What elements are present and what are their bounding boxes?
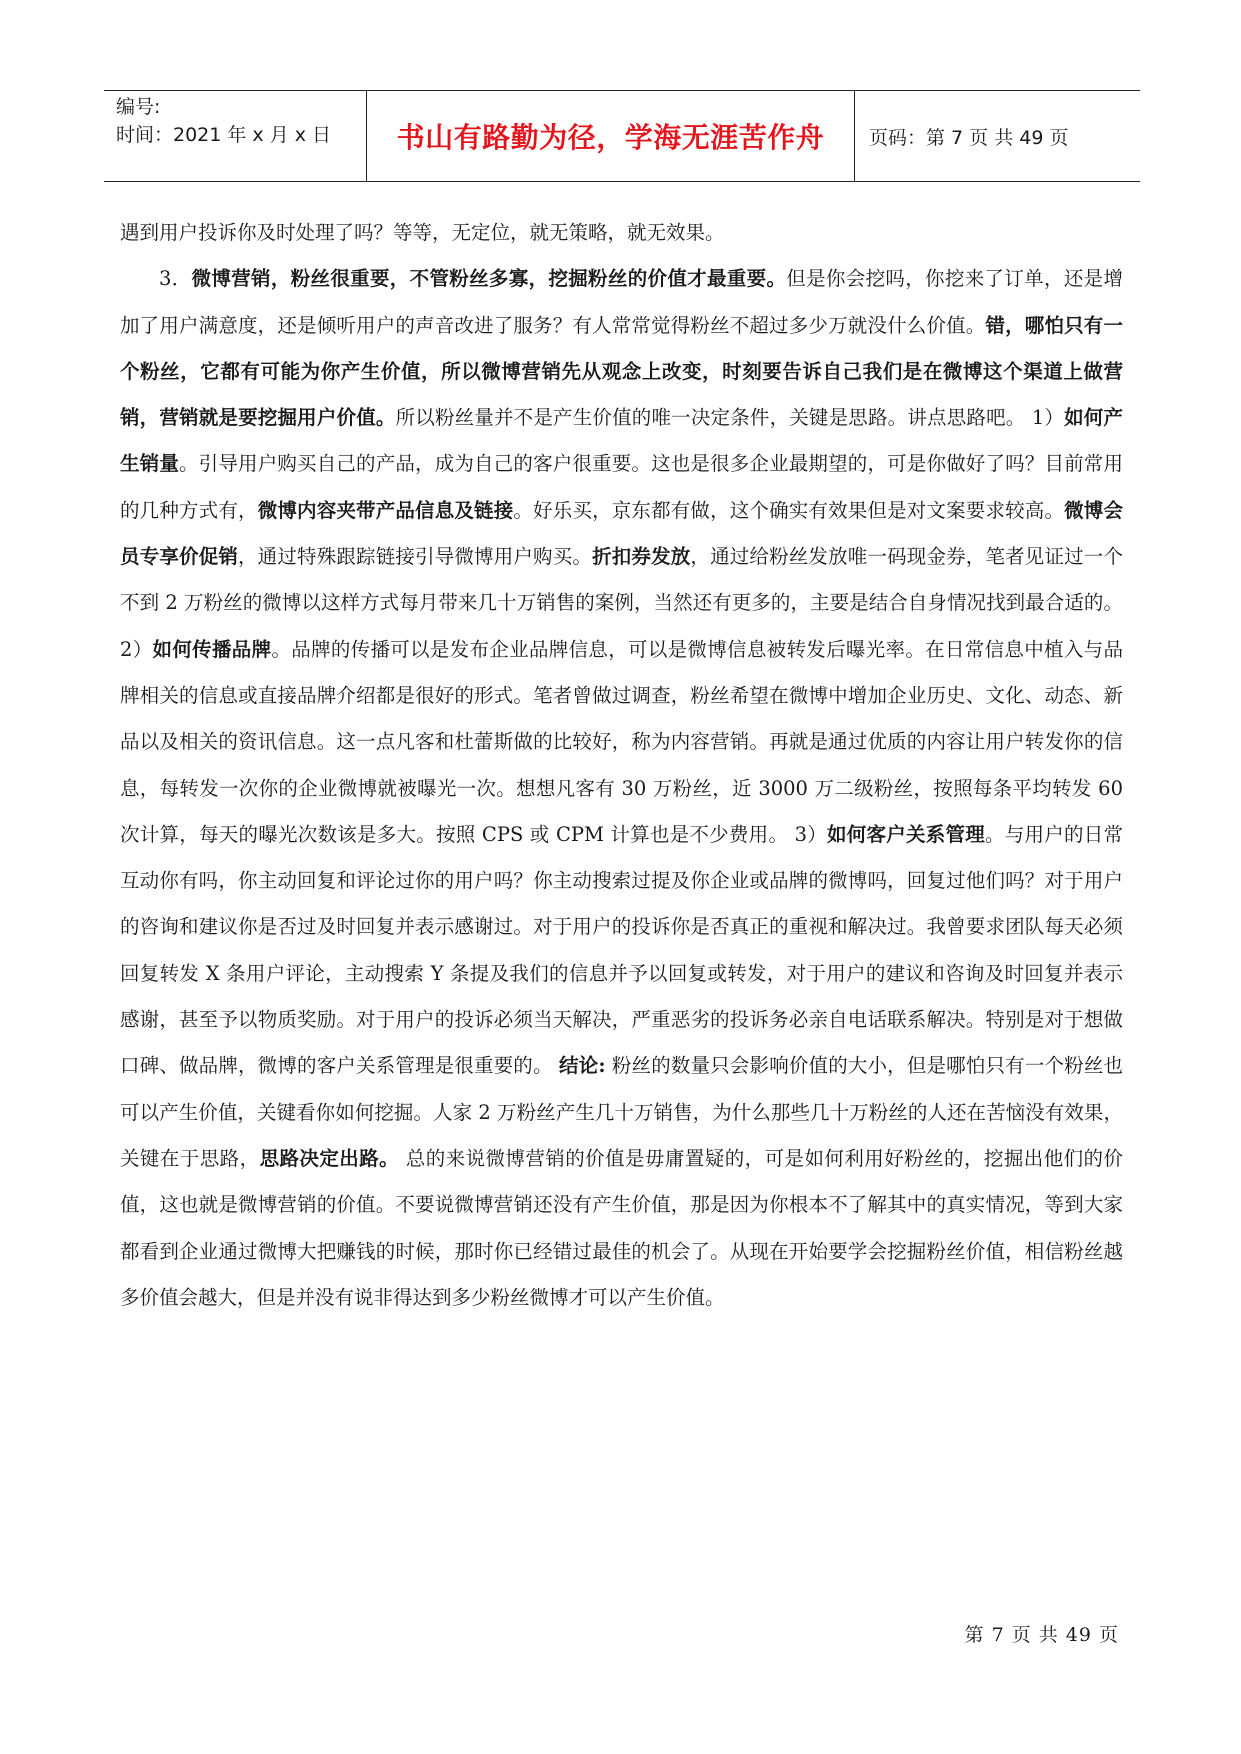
text-run: ，通过给粉丝发放唯一码现金券，笔者见证过一个不到 2 万粉丝的微博以这样方式每月带来几十万销售的案例，当然还有更多的，主要是结合自身情况找到最合适的。 2） [120, 545, 1123, 661]
text-run: 。好乐买，京东都有做，这个确实有效果但是对文案要求较高。 [513, 498, 1065, 522]
text-run: 3． [159, 267, 192, 291]
bold-text: 如何传播品牌 [152, 637, 272, 661]
text-run: 粉丝的数量只会影响价值的大小，但是哪怕只有一个粉丝也可以产生价值，关键看你如何挖掘。人家 2 万粉丝产生几十万销售，为什么那些几十万粉丝的人还在苦恼没有效果，关键在于思路， [120, 1054, 1123, 1170]
text-run: 总的来说微博营销的价值是毋庸置疑的，可是如何利用好粉丝的，挖掘出他们的价值，这也就是微博营销的价值。不要说微博营销还没有产生价值，那是因为你根本不了解其中的真实情况，等到大家都看到企业通过微博大把赚钱的时候，那时你已经错过最佳的机会了。从现在开始要学会挖掘粉丝价值，相信粉丝越多价值会越大，但是并没有说非得达到多少粉丝微博才可以产生价值。 [120, 1146, 1123, 1309]
text-run: 但是你会挖吗，你挖来了订单，还是增加了用户满意度，还是倾听用户的声音改进了服务？有人常常觉得粉丝不超过多少万就没什么价值。 [120, 267, 1123, 337]
header-motto-cell [367, 91, 855, 181]
document-body [120, 210, 1123, 1321]
bold-text: 错，哪怕只有一个粉丝，它都有可能为你产生价值，所以微博营销先从观念上改变，时刻要告诉自己我们是在微博这个渠道上做营销，营销就是要挖掘用户价值。 [120, 313, 1123, 430]
text-run: ，通过特殊跟踪链接引导微博用户购买。 [238, 545, 593, 569]
text-run: 所以粉丝量并不是产生价值的唯一决定条件，关键是思路。讲点思路吧。 1） [395, 406, 1065, 430]
bold-text: 如何产生销量 [120, 406, 1123, 476]
bold-text: 微博内容夹带产品信息及链接 [257, 498, 514, 522]
paragraph-1: 遇到用户投诉你及时处理了吗？等等，无定位，就无策略，就无效果。 [120, 221, 725, 244]
page-info-text: 页码：第 7 页 共 49 页 [869, 126, 1069, 149]
text-run: 。引导用户购买自己的产品，成为自己的客户很重要。这也是很多企业最期望的，可是你做好了吗？目前常用的几种方式有， [120, 452, 1123, 522]
bold-text: 折扣券发放 [592, 545, 691, 569]
header-meta [104, 91, 367, 181]
bold-text: 思路决定出路。 [259, 1146, 400, 1170]
bold-text: 微博会员专享价促销 [120, 498, 1123, 569]
page-footer [965, 1620, 1119, 1647]
bold-text: 如何客户关系管理 [827, 822, 985, 846]
document-time: 时间：2021 年 x 月 x 日 [116, 124, 332, 146]
document-number-label: 编号: [116, 96, 161, 118]
header-page-info [855, 91, 1140, 181]
paragraph-2 [120, 256, 1123, 1321]
text-run: 。品牌的传播可以是发布企业品牌信息，可以是微博信息被转发后曝光率。在日常信息中植入与品牌相关的信息或直接品牌介绍都是很好的形式。笔者曾做过调查，粉丝希望在微博中增加企业历史、文化、动态、新品以及相关的资讯信息。这一点凡客和杜蕾斯做的比较好，称为内容营销。再就是通过优质的内容让用户转发你的信息，每转发一次你的企业微博就被曝光一次。想想凡客有 30 万粉丝，近 3000 万二级粉丝，按照每条平均转发 60 次计算，每天的曝光次数该是多大。按照 CPS 或 CPM 计算也是不少费用。 3） [120, 637, 1123, 846]
header-motto: 书山有路勤为径，学海无涯苦作舟 [396, 121, 825, 154]
text-run: 。与用户的日常互动你有吗，你主动回复和评论过你的用户吗？你主动搜索过提及你企业或品牌的微博吗，回复过他们吗？对于用户的咨询和建议你是否过及时回复并表示感谢过。对于用户的投诉你是否真正的重视和解决过。我曾要求团队每天必须回复转发 X 条用户评论，主动搜索 Y 条提及我们的信息并予以回复或转发，对于用户的建议和咨询及时回复并表示感谢，甚至予以物质奖励。对于用户的投诉必须当天解决，严重恶劣的投诉务必亲自电话联系解决。特别是对于想做口碑、做品牌，微博的客户关系管理是很重要的。 [120, 822, 1123, 1078]
bold-text: 微博营销，粉丝很重要，不管粉丝多寡，挖掘粉丝的价值才最重要。 [191, 267, 787, 291]
footer-page-number: 第 7 页 共 49 页 [964, 1624, 1119, 1646]
page-header [104, 90, 1140, 182]
bold-text: 结论: [558, 1054, 606, 1078]
